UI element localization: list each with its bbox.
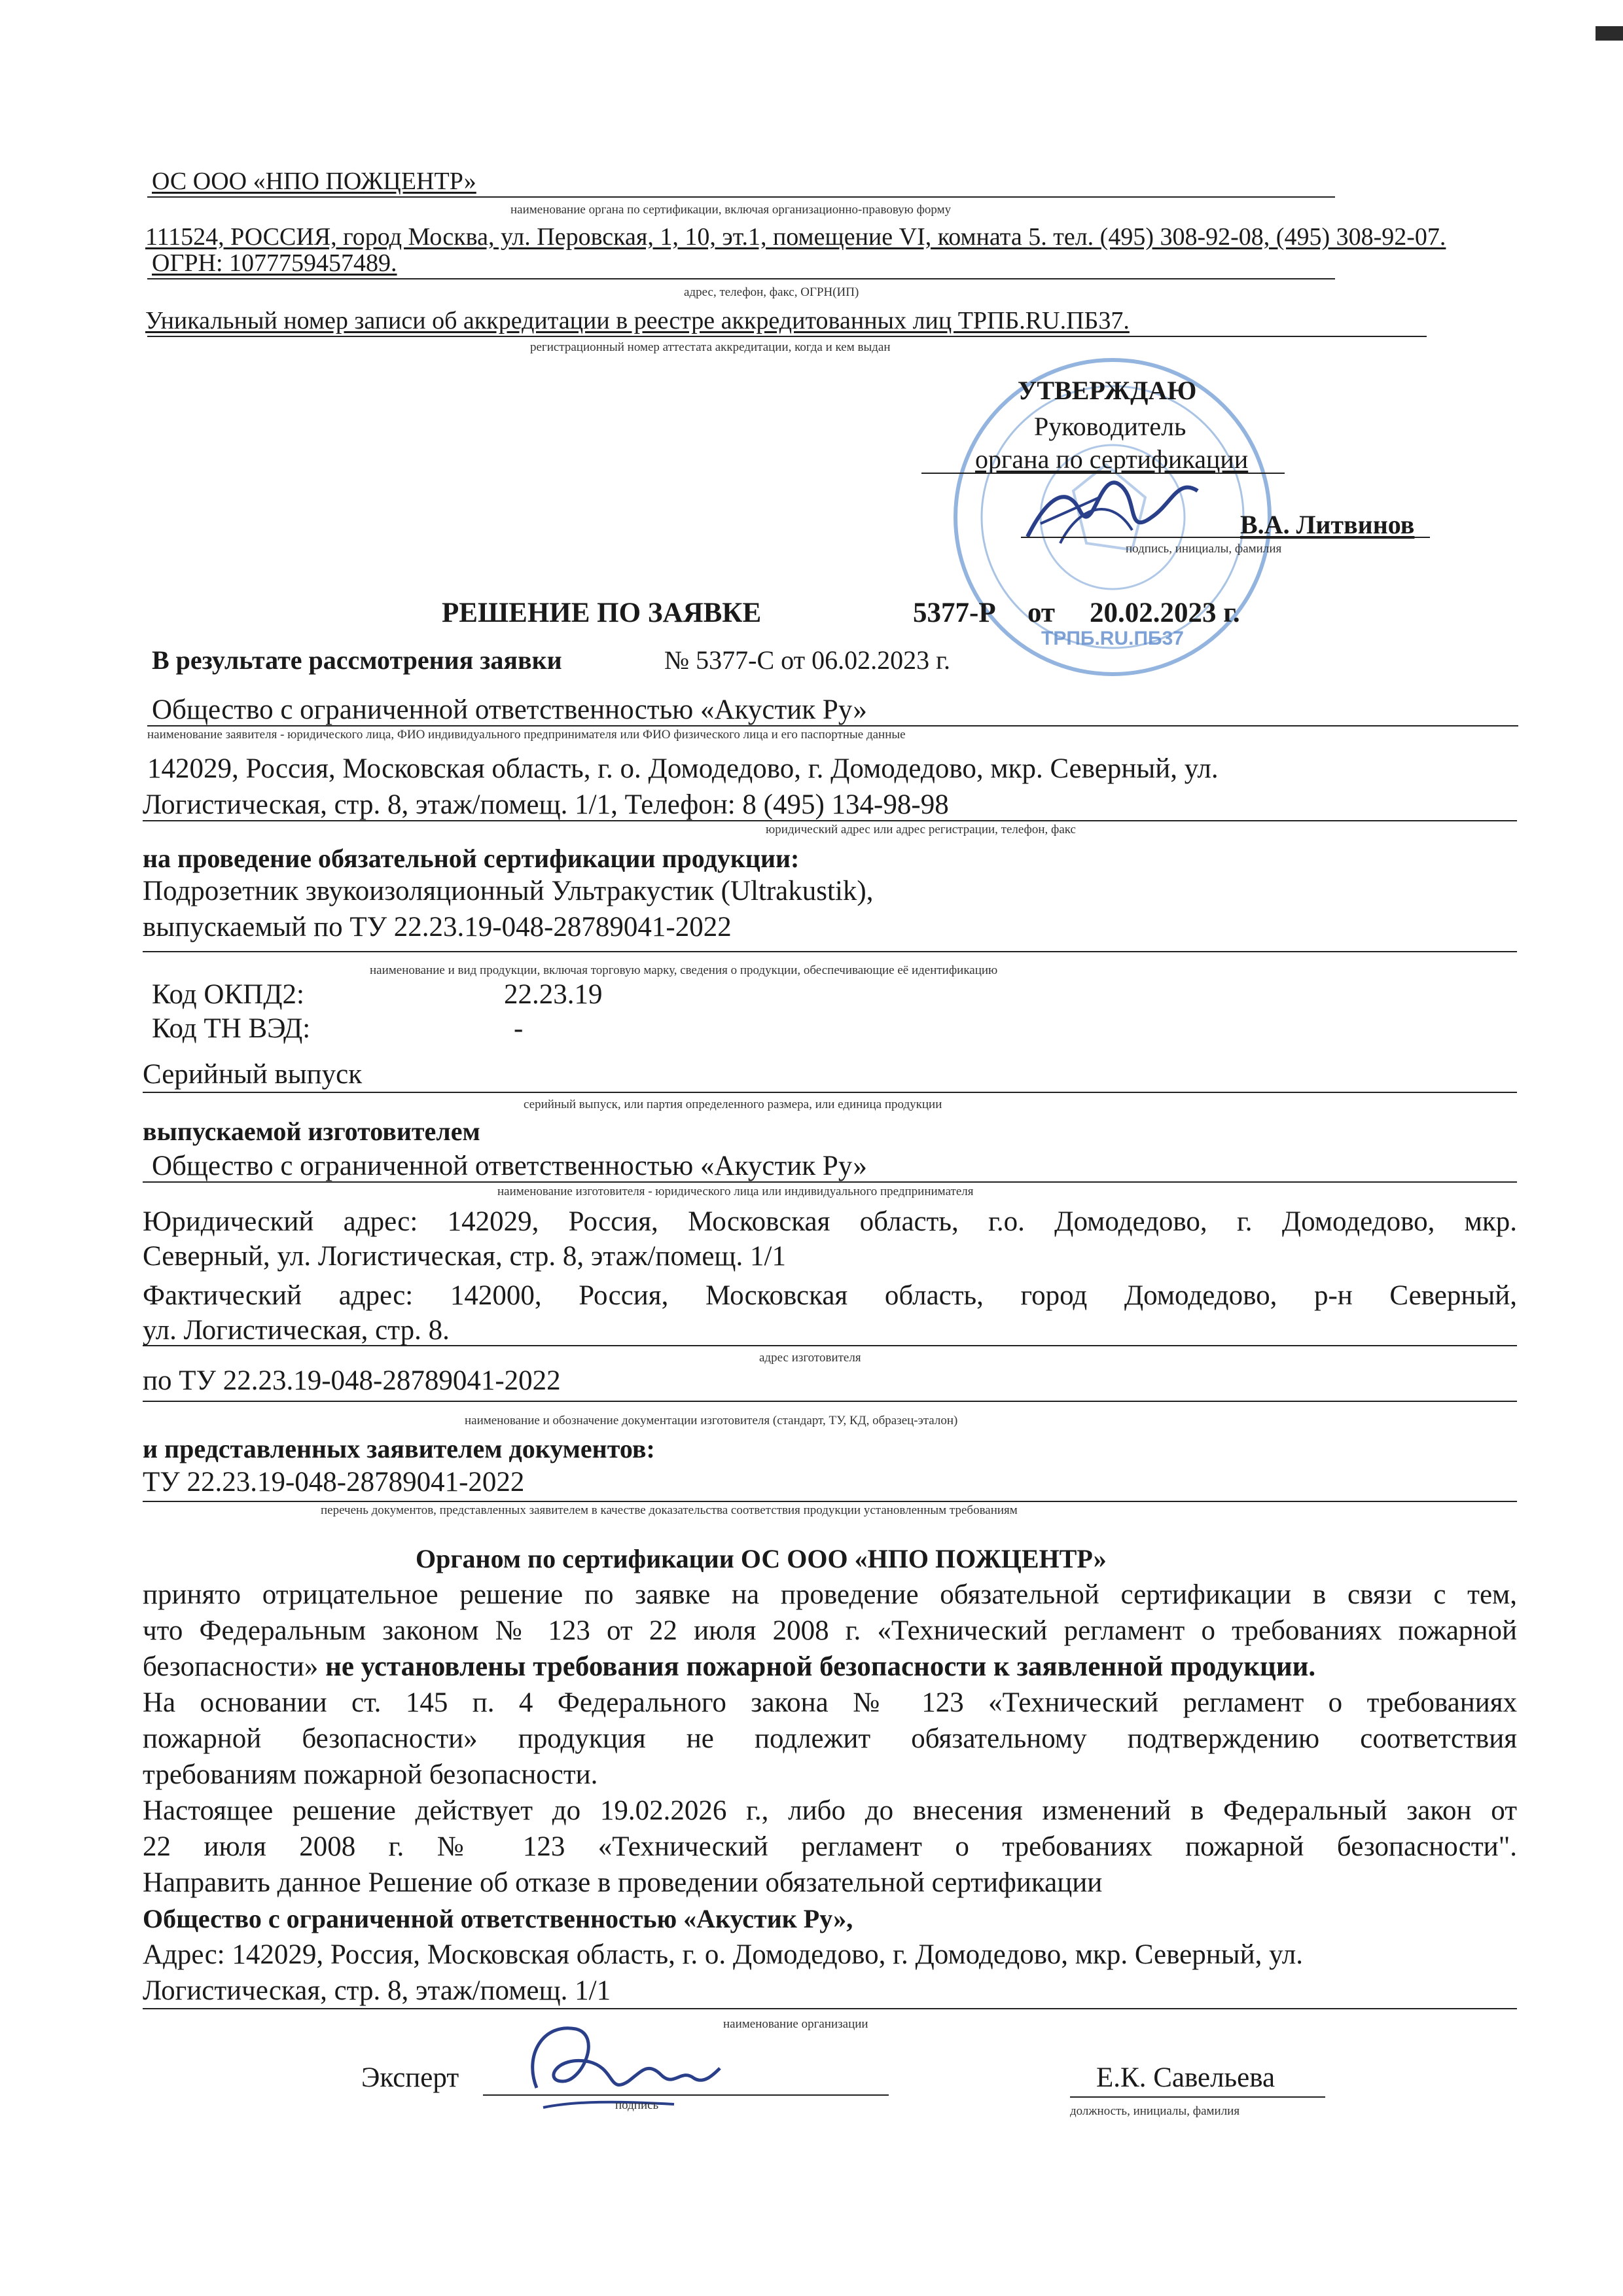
org-name: ОС ООО «НПО ПОЖЦЕНТР» <box>152 168 476 195</box>
rule <box>483 2094 889 2096</box>
paragraph-3-line-1: Настоящее решение действует до 19.02.2026 г., либо до внесения изменений в Федеральный закон от <box>143 1795 1517 1826</box>
org-ogrn: ОГРН: 1077759457489. <box>152 249 397 277</box>
rule <box>147 336 1427 337</box>
approver-name: В.А. Литвинов <box>1240 510 1415 539</box>
paragraph-1-line-2: что Федеральным законом № 123 от 22 июля 2008 г. «Технический регламент о требованиях пожарной <box>143 1615 1517 1646</box>
address-caption: адрес, телефон, факс, ОГРН(ИП) <box>684 285 859 299</box>
org-address: 111524, РОССИЯ, город Москва, ул. Перовская, 1, 10, эт.1, помещение VI, комната 5. тел. (495) 308-92-08, (495) 308-92-07. <box>145 223 1446 251</box>
rule <box>147 725 1518 726</box>
rule <box>1070 2096 1325 2098</box>
scan-edge-mark <box>1596 26 1623 41</box>
standard-reference: по ТУ 22.23.19-048-28789041-2022 <box>143 1365 561 1396</box>
expert-label: Эксперт <box>361 2062 459 2093</box>
recipient-address-1: Адрес: 142029, Россия, Московская область, г. о. Домодедово, г. Домодедово, мкр. Северный, ул. <box>143 1939 1303 1970</box>
expert-signature-caption: подпись <box>615 2098 659 2112</box>
paragraph-2-line-3: требованиям пожарной безопасности. <box>143 1759 598 1790</box>
rule <box>147 278 1335 279</box>
recipient-name: Общество с ограниченной ответственностью «Акустик Ру», <box>143 1904 853 1933</box>
stamp-text: ТРПБ.RU.ПБ37 <box>1041 628 1184 649</box>
manufacturer-address-caption: адрес изготовителя <box>759 1351 861 1365</box>
paragraph-2-line-2: пожарной безопасности» продукция не подлежит обязательному подтверждению соответствия <box>143 1723 1517 1754</box>
paragraph-1-line-3-start: безопасности» <box>143 1651 319 1682</box>
applicant-address-2: Логистическая, стр. 8, этаж/помещ. 1/1, Телефон: 8 (495) 134-98-98 <box>143 789 949 820</box>
paragraph-3-line-2: 22 июля 2008 г. № 123 «Технический регламент о требованиях пожарной безопасности". <box>143 1831 1517 1862</box>
rule <box>143 820 1517 821</box>
manufacturer-legal-address-1: Юридический адрес: 142029, Россия, Московская область, г.о. Домодедово, г. Домодедово, мкр. <box>143 1206 1517 1237</box>
approver-role-2: органа по сертификации <box>975 444 1249 474</box>
paragraph-1-line-3 <box>143 1651 1315 1683</box>
manufacturer-legal-address-2: Северный, ул. Логистическая, стр. 8, этаж/помещ. 1/1 <box>143 1241 786 1272</box>
release-type: Серийный выпуск <box>143 1059 363 1090</box>
rule <box>1021 537 1430 538</box>
applicant-caption: наименование заявителя - юридического лица, ФИО индивидуального предпринимателя или ФИО физического лица и его паспортные данные <box>147 728 906 742</box>
manufacturer-actual-address-1: Фактический адрес: 142000, Россия, Московская область, город Домодедово, р-н Северный, <box>143 1280 1517 1311</box>
okpd-value: 22.23.19 <box>504 979 603 1010</box>
provided-documents-caption: перечень документов, представленных заявителем в качестве доказательства соответствия продукции установленным требованиям <box>321 1503 1018 1517</box>
tnved-label: Код ТН ВЭД: <box>152 1013 311 1044</box>
release-caption: серийный выпуск, или партия определенного размера, или единица продукции <box>524 1098 942 1111</box>
paragraph-1-line-1: принято отрицательное решение по заявке на проведение обязательной сертификации в связи с тем, <box>143 1579 1517 1610</box>
rule <box>147 196 1335 198</box>
accreditation-caption: регистрационный номер аттестата аккредитации, когда и кем выдан <box>530 340 891 354</box>
manufacturer-actual-address-2: ул. Логистическая, стр. 8. <box>143 1315 450 1346</box>
tnved-value: - <box>514 1013 524 1044</box>
product-name-2: выпускаемый по ТУ 22.23.19-048-28789041-2022 <box>143 912 732 942</box>
decision-date-prefix: от <box>1027 598 1056 628</box>
rule <box>143 1501 1517 1502</box>
application-number: № 5377-С от 06.02.2023 г. <box>664 645 951 675</box>
provided-documents: ТУ 22.23.19-048-28789041-2022 <box>143 1467 525 1498</box>
decision-title: РЕШЕНИЕ ПО ЗАЯВКЕ <box>442 598 762 628</box>
manufacturer-label: выпускаемой изготовителем <box>143 1117 480 1146</box>
accreditation-number: Уникальный номер записи об аккредитации в реестре аккредитованных лиц ТРПБ.RU.ПБ37. <box>145 307 1130 334</box>
rule <box>143 951 1517 952</box>
provided-documents-label: и представленных заявителем документов: <box>143 1434 655 1463</box>
rule <box>143 1401 1517 1402</box>
rule <box>143 1345 1517 1346</box>
paragraph-2-line-1: На основании ст. 145 п. 4 Федерального закона № 123 «Технический регламент о требованиях <box>143 1687 1517 1718</box>
manufacturer-name: Общество с ограниченной ответственностью «Акустик Ру» <box>152 1151 867 1181</box>
approver-role-1: Руководитель <box>1034 412 1186 441</box>
expert-name: Е.К. Савельева <box>1096 2062 1275 2093</box>
paragraph-3-line-3: Направить данное Решение об отказе в проведении обязательной сертификации <box>143 1867 1103 1898</box>
applicant-address-1: 142029, Россия, Московская область, г. о. Домодедово, г. Домодедово, мкр. Северный, ул. <box>147 753 1219 784</box>
standard-caption: наименование и обозначение документации изготовителя (стандарт, ТУ, КД, образец-эталон) <box>465 1414 958 1427</box>
expert-name-caption: должность, инициалы, фамилия <box>1070 2104 1240 2118</box>
rule <box>143 1092 1517 1093</box>
product-caption: наименование и вид продукции, включая торговую марку, сведения о продукции, обеспечивающие её идентификацию <box>370 963 998 977</box>
applicant-name: Общество с ограниченной ответственностью «Акустик Ру» <box>152 694 867 725</box>
body-heading: Органом по сертификации ОС ООО «НПО ПОЖЦЕНТР» <box>416 1544 1107 1573</box>
okpd-label: Код ОКПД2: <box>152 979 304 1010</box>
application-label: В результате рассмотрения заявки <box>152 645 562 675</box>
product-label: на проведение обязательной сертификации продукции: <box>143 844 800 873</box>
product-name-1: Подрозетник звукоизоляционный Ультракустик (Ultrakustik), <box>143 876 874 906</box>
decision-number: 5377-Р <box>913 598 996 628</box>
org-name-caption: наименование органа по сертификации, включая организационно-правовую форму <box>510 203 952 217</box>
approve-label: УТВЕРЖДАЮ <box>1018 376 1197 405</box>
recipient-address-2: Логистическая, стр. 8, этаж/помещ. 1/1 <box>143 1975 611 2006</box>
decision-date: 20.02.2023 г. <box>1090 598 1240 628</box>
applicant-address-caption: юридический адрес или адрес регистрации, телефон, факс <box>766 823 1076 836</box>
paragraph-1-conclusion: не установлены требования пожарной безопасности к заявленной продукции. <box>325 1651 1316 1682</box>
manufacturer-caption: наименование изготовителя - юридического лица или индивидуального предпринимателя <box>497 1185 974 1198</box>
recipient-caption: наименование организации <box>723 2017 868 2031</box>
rule <box>143 2008 1517 2009</box>
rule <box>143 1181 1517 1183</box>
approver-caption: подпись, инициалы, фамилия <box>1126 542 1282 556</box>
